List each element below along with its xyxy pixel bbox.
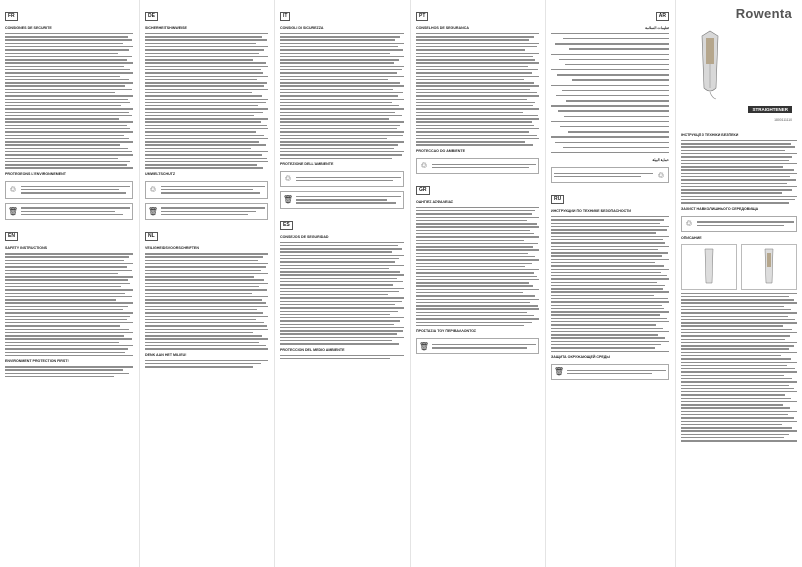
recycle-icon: ♲: [657, 170, 665, 180]
panel-ar-ru: [546, 0, 674, 567]
model-label: STRAIGHTENER: [748, 106, 792, 113]
crossed-bin-icon: 🗑: [7, 206, 19, 216]
text-block: [551, 216, 669, 352]
section-heading: ИНСТРУКЦИИ ПО ТЕХНИКЕ БЕЗОПАСНОСТИ: [551, 209, 631, 214]
text-block: [5, 33, 133, 169]
crossed-bin-icon: 🗑: [418, 341, 430, 351]
text-block-rtl: [551, 31, 669, 155]
lang-tag-pt: PT: [416, 12, 428, 21]
section-heading: SICHERHEITSHINWEISE: [145, 26, 187, 30]
recycle-icon: ♲: [9, 185, 17, 195]
panel-pt-gr: [411, 0, 544, 567]
text-block: [280, 33, 404, 159]
straightener-icon: [690, 28, 730, 100]
recycle-note: [280, 171, 404, 187]
crossed-bin-icon: 🗑: [553, 367, 565, 377]
text-block: [681, 293, 797, 442]
recycle-icon: ♲: [420, 161, 428, 171]
section-heading: UMWELTSCHUTZ: [145, 171, 176, 176]
section-heading: PROTECCION DEL MEDIO AMBIENTE: [280, 347, 345, 352]
text-block: [416, 207, 539, 327]
lang-tag-it: IT: [280, 12, 290, 21]
text-block: [145, 33, 268, 169]
weee-note: [416, 338, 539, 354]
recycle-note: [416, 158, 539, 174]
section-heading: CONSEJOS DE SEGURIDAD: [280, 234, 329, 239]
crossed-bin-icon: 🗑: [282, 195, 294, 205]
section-heading: CONSELHOS DE SEGURANCA: [416, 26, 469, 30]
lang-tag-fr: FR: [5, 12, 18, 21]
lang-tag-es: ES: [280, 221, 293, 230]
text-block: [681, 140, 797, 204]
section-heading: ΟΔΗΓΙΕΣ ΑΣΦΑΛΕΙΑΣ: [416, 199, 454, 204]
panel-it-es: [275, 0, 409, 567]
lang-tag-nl: NL: [145, 232, 158, 241]
crossed-bin-icon: 🗑: [147, 206, 159, 216]
recycle-note: [681, 216, 797, 232]
text-block: [416, 33, 539, 146]
recycle-icon: ♲: [284, 174, 292, 184]
section-heading: تعليمات السلامة: [645, 26, 669, 30]
recycle-note: [145, 181, 268, 199]
section-heading: ЗАЩИТА ОКРУЖАЮЩЕЙ СРЕДЫ: [551, 354, 610, 359]
product-code: 1800111110: [774, 118, 792, 122]
section-heading: حماية البيئة: [652, 158, 669, 163]
lang-tag-de: DE: [145, 12, 158, 21]
device-part-icon: [700, 247, 718, 287]
text-block: [145, 253, 268, 350]
section-heading: VEILIGHEIDSVOORSCHRIFTEN: [145, 246, 199, 251]
section-heading: PROTECCAO DO AMBIENTE: [416, 148, 465, 153]
section-heading: CONSIGNES DE SECURITE: [5, 26, 52, 30]
recycle-icon: ♲: [149, 185, 157, 195]
recycle-note: [5, 181, 133, 199]
recycle-note: [551, 167, 669, 183]
section-heading: CONSIGLI DI SICUREZZA: [280, 26, 324, 30]
recycle-icon: ♲: [685, 219, 693, 229]
lang-tag-gr: GR: [416, 186, 430, 195]
lang-tag-en: EN: [5, 232, 18, 241]
section-heading: DENK AAN HET MILIEU!: [145, 352, 187, 357]
panel-fr-en: [0, 0, 138, 567]
section-heading: ЗАХИСТ НАВКОЛИШНЬОГО СЕРЕДОВИЩА: [681, 206, 759, 211]
section-heading: ОПИСАНИЕ: [681, 235, 702, 240]
section-heading: ENVIRONMENT PROTECTION FIRST!: [5, 359, 69, 364]
cover-panel: [676, 0, 802, 567]
product-illustration: [690, 28, 730, 100]
lang-tag-ar: AR: [656, 12, 669, 21]
device-part-icon: [760, 247, 778, 287]
brand-logo: Rowenta: [735, 6, 792, 21]
section-heading: ІНСТРУКЦІЇ З ТЕХНІКИ БЕЗПЕКИ: [681, 133, 739, 137]
section-heading: ΠΡΟΣΤΑΣΙΑ ΤΟΥ ΠΕΡΙΒΑΛΛΟΝΤΟΣ: [416, 329, 477, 334]
weee-note: [145, 203, 268, 221]
weee-note: [5, 203, 133, 221]
weee-note: [551, 364, 669, 380]
section-heading: PROTEZIONE DELL'AMBIENTE: [280, 161, 334, 166]
section-heading: SAFETY INSTRUCTIONS: [5, 246, 48, 251]
text-block: [280, 242, 404, 345]
weee-note: [280, 191, 404, 209]
panel-de-nl: [140, 0, 273, 567]
device-diagram-2: [741, 244, 797, 290]
text-block: [5, 253, 133, 356]
device-diagram-1: [681, 244, 737, 290]
lang-tag-ru: RU: [551, 195, 564, 204]
section-heading: PROTEGEONS L'ENVIRONNEMENT: [5, 171, 66, 176]
